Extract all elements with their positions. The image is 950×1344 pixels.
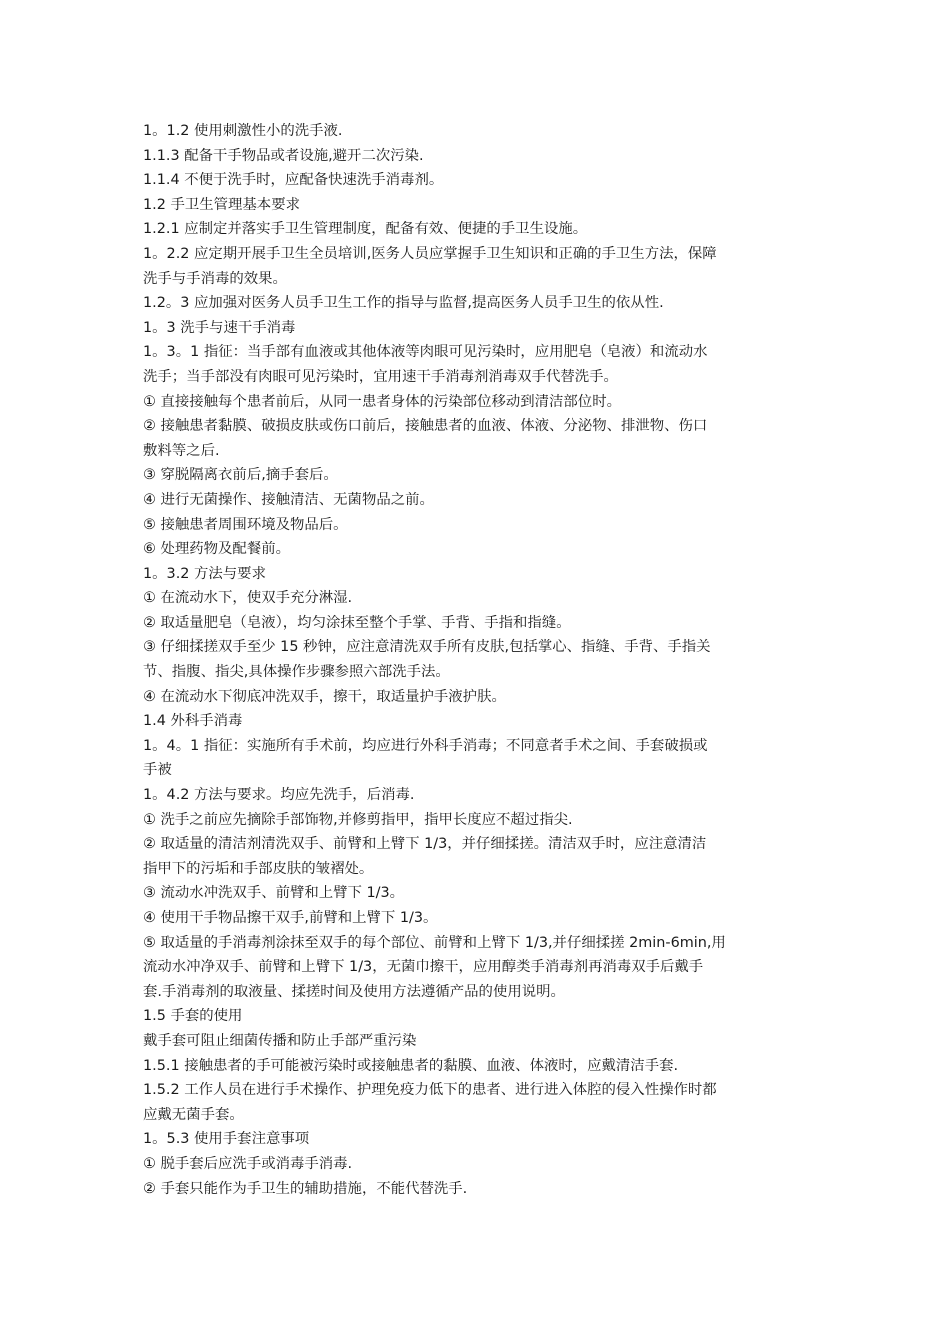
text-line: 1.5.2 工作人员在进行手术操作、护理免疫力低下的患者、进行进入体腔的侵入性操作时都 <box>143 1082 717 1099</box>
list-item: ② 手套只能作为手卫生的辅助措施，不能代替洗手. <box>143 1180 468 1197</box>
list-item: ③ 穿脱隔离衣前后,摘手套后。 <box>143 467 338 484</box>
text-line: 套.手消毒剂的取液量、揉搓时间及使用方法遵循产品的使用说明。 <box>143 983 565 1000</box>
list-item: ⑥ 处理药物及配餐前。 <box>143 541 290 558</box>
section-heading: 1。4.2 方法与要求。均应先洗手，后消毒. <box>143 787 415 804</box>
text-line: 1.2.1 应制定并落实手卫生管理制度，配备有效、便捷的手卫生设施。 <box>143 221 588 238</box>
list-item: ⑤ 取适量的手消毒剂涂抹至双手的每个部位、前臂和上臂下 1/3,并仔细揉搓 2min-6min,用 <box>143 934 726 951</box>
list-item: ① 脱手套后应洗手或消毒手消毒. <box>143 1155 353 1172</box>
list-item: ③ 仔细揉搓双手至少 15 秒钟，应注意清洗双手所有皮肤,包括掌心、指缝、手背、手指关 <box>143 639 711 656</box>
list-item: ① 在流动水下，使双手充分淋湿. <box>143 590 353 607</box>
text-line: 1。1.2 使用刺激性小的洗手液. <box>143 123 343 139</box>
text-line: 1。4。1 指征：实施所有手术前，均应进行外科手消毒；不同意者手术之间、手套破损或 <box>143 737 708 754</box>
section-heading: 1.2 手卫生管理基本要求 <box>143 196 300 213</box>
document-body <box>143 119 811 1201</box>
text-line: 1.5.1 接触患者的手可能被污染时或接触患者的黏膜、血液、体液时，应戴清洁手套. <box>143 1057 679 1074</box>
text-line: 应戴无菌手套。 <box>143 1106 244 1123</box>
list-item: ② 取适量的清洁剂清洗双手、前臂和上臂下 1/3，并仔细揉搓。清洁双手时，应注意清洁 <box>143 836 707 853</box>
list-item: ④ 在流动水下彻底冲洗双手，擦干，取适量护手液护肤。 <box>143 688 506 705</box>
text-line: 1.1.3 配备干手物品或者设施,避开二次污染. <box>143 147 424 164</box>
text-line: 1.2。3 应加强对医务人员手卫生工作的指导与监督,提高医务人员手卫生的依从性. <box>143 295 664 312</box>
section-heading: 1.5 手套的使用 <box>143 1008 243 1025</box>
text-line: 洗手；当手部没有肉眼可见污染时，宜用速干手消毒剂消毒双手代替洗手。 <box>143 368 618 385</box>
text-line: 指甲下的污垢和手部皮肤的皱褶处。 <box>143 860 374 877</box>
section-heading: 1。3.2 方法与要求 <box>143 565 266 582</box>
list-item: ② 接触患者黏膜、破损皮肤或伤口前后，接触患者的血液、体液、分泌物、排泄物、伤口 <box>143 418 708 435</box>
section-heading: 1.4 外科手消毒 <box>143 713 243 730</box>
text-line: 节、指腹、指尖,具体操作步骤参照六部洗手法。 <box>143 664 450 681</box>
section-heading: 1。5.3 使用手套注意事项 <box>143 1131 310 1148</box>
section-heading: 1。3 洗手与速干手消毒 <box>143 319 296 336</box>
text-line: 洗手与手消毒的效果。 <box>143 270 287 287</box>
list-item: ② 取适量肥皂（皂液），均匀涂抹至整个手掌、手背、手指和指缝。 <box>143 614 571 631</box>
list-item: ① 洗手之前应先摘除手部饰物,并修剪指甲，指甲长度应不超过指尖. <box>143 811 573 828</box>
text-line: 戴手套可阻止细菌传播和防止手部严重污染 <box>143 1032 417 1049</box>
text-line: 敷料等之后. <box>143 442 220 459</box>
text-line: 1。2.2 应定期开展手卫生全员培训,医务人员应掌握手卫生知识和正确的手卫生方法，保障 <box>143 245 717 262</box>
list-item: ④ 使用干手物品擦干双手,前臂和上臂下 1/3。 <box>143 910 438 926</box>
list-item: ④ 进行无菌操作、接触清洁、无菌物品之前。 <box>143 491 434 508</box>
list-item: ③ 流动水冲洗双手、前臂和上臂下 1/3。 <box>143 885 405 902</box>
text-line: 1。3。1 指征：当手部有血液或其他体液等肉眼可见污染时，应用肥皂（皂液）和流动水 <box>143 344 708 361</box>
list-item: ① 直接接触每个患者前后，从同一患者身体的污染部位移动到清洁部位时。 <box>143 393 621 410</box>
text-line: 流动水冲净双手、前臂和上臂下 1/3，无菌巾擦干，应用醇类手消毒剂再消毒双手后戴手 <box>143 959 704 976</box>
list-item: ⑤ 接触患者周围环境及物品后。 <box>143 516 348 533</box>
text-line: 手被 <box>143 762 172 779</box>
text-line: 1.1.4 不便于洗手时，应配备快速洗手消毒剂。 <box>143 172 444 189</box>
